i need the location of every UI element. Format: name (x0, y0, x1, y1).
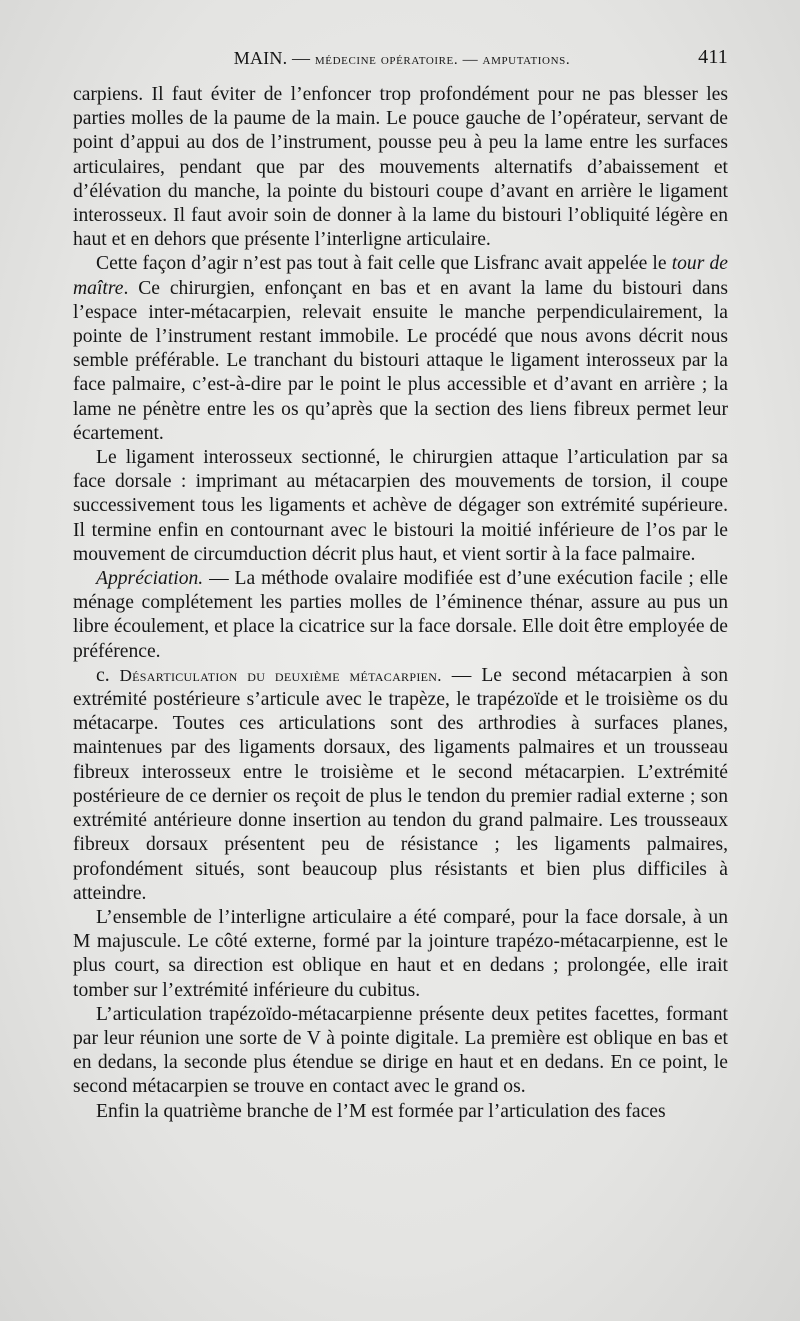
paragraph-8-text: Enfin la quatrième branche de l’M est formée par l’articulation des faces (96, 1100, 666, 1122)
appreciation-heading: Appréciation. (96, 568, 204, 590)
paragraph-2-emphasis: tour de maître (73, 253, 728, 299)
paragraph-2-after: . Ce chirurgien, enfonçant en bas et en avant la lame du bistouri dans l’espace inter-métacarpien, relevait ensuite le manche perpendiculairement, la pointe de l’instrument restant immobile. Le procédé que nous avons décrit nous semble préférable. Le tranchant du bistouri attaque le ligament interosseux par la face palmaire, c’est-à-dire par le point le plus accessible et d’avant en arrière ; la lame ne pénètre entre les os qu’après que la section des liens fibreux permet leur écartement. (73, 277, 728, 444)
paragraph-5-text: — Le second métacarpien à son extrémité postérieure s’articule avec le trapèze, le trapézoïde et le troisième os du métacarpe. Toutes ces articulations sont des arthrodies à surfaces planes, maintenues par des ligaments dorsaux, des ligaments palmaires et un trousseau fibreux interosseux entre le troisième et le second métacarpien. L’extrémité postérieure de ce dernier os reçoit de plus le tendon du premier radial externe ; son extrémité antérieure donne insertion au tendon du grand palmaire. Les trousseaux fibreux dorsaux présentent peu de résistance ; les ligaments palmaires, profondément situés, sont beaucoup plus résistants et bien plus difficiles à atteindre. (73, 664, 728, 904)
paragraph-3-text: Le ligament interosseux sectionné, le chirurgien attaque l’articulation par sa face dorsale : imprimant au métacarpien des mouvements de torsion, il coupe successivement tous les ligaments et achève de dégager son extrémité supérieure. Il termine enfin en contournant avec le bistouri la moitié inférieure de l’os par le mouvement de circumduction décrit plus haut, et vient sortir à la face palmaire. (73, 447, 728, 565)
paragraph-2-before: Cette façon d’agir n’est pas tout à fait celle que Lisfranc avait appelée le (96, 253, 672, 275)
running-title-main: MAIN. — (233, 48, 311, 68)
paragraph-6 (73, 906, 728, 1003)
page-number: 411 (698, 46, 728, 68)
paragraph-5 (73, 664, 728, 906)
paragraph-4 (73, 567, 728, 664)
running-title-section: médecine opératoire. — amputations. (314, 52, 571, 68)
paragraph-3 (73, 446, 728, 567)
paragraph-7-text: L’articulation trapézoïdo-métacarpienne présente deux petites facettes, formant par leur réunion une sorte de V à pointe digitale. La première est oblique en bas et en dedans, la seconde plus étendue se dirige en haut et en dedans. En ce point, le second métacarpien se trouve en contact avec le grand os. (73, 1003, 728, 1098)
paragraph-2 (73, 252, 728, 446)
section-heading: Désarticulation du deuxième métacarpien. (119, 665, 442, 685)
paragraph-6-text: L’ensemble de l’interligne articulaire a été comparé, pour la face dorsale, à un M majuscule. Le côté externe, formé par la jointure trapézo-métacarpienne, est le plus court, sa direction est oblique en haut et en dedans ; prolongée, elle irait tomber sur l’extrémité inférieure du cubitus. (73, 906, 728, 1001)
running-header (76, 46, 728, 76)
paragraph-1 (73, 83, 728, 252)
running-title (76, 48, 728, 69)
paragraph-1-text: carpiens. Il faut éviter de l’enfoncer trop profondément pour ne pas blesser les parties molles de la paume de la main. Le pouce gauche de l’opérateur, servant de point d’appui au dos de l’instrument, pousse peu à peu la lame entre les surfaces articulaires, pendant que par des mouvements alternatifs d’abaissement et d’élévation du manche, la pointe du bistouri coupe d’avant en arrière le ligament interosseux. Il faut avoir soin de donner à la lame du bistouri l’obliquité légère en haut et en dehors que présente l’interligne articulaire. (73, 84, 728, 251)
paragraph-8 (73, 1100, 728, 1124)
paragraph-7 (73, 1003, 728, 1100)
paragraph-4-text: — La méthode ovalaire modifiée est d’une exécution facile ; elle ménage complétement les parties molles de l’éminence thénar, assure au pus un libre écoulement, et place la cicatrice sur la face dorsale. Elle doit être employée de préférence. (73, 568, 728, 662)
page-body (73, 83, 728, 1124)
section-letter: c. (96, 664, 120, 686)
